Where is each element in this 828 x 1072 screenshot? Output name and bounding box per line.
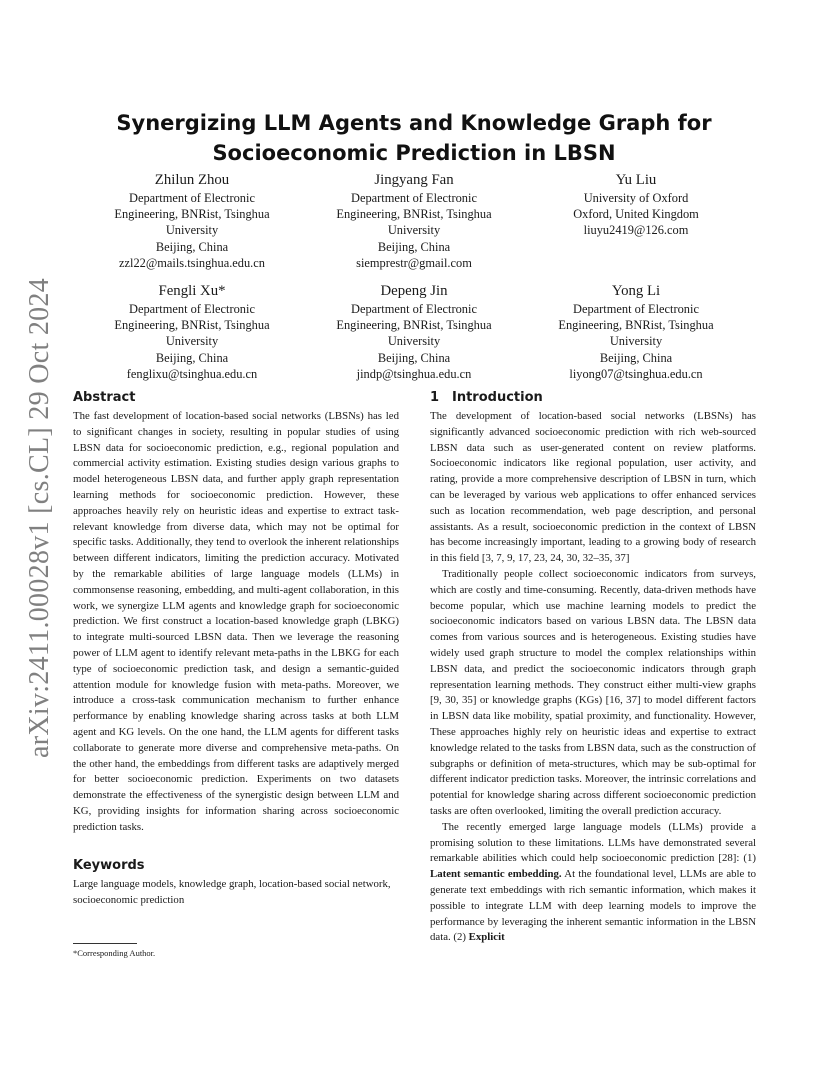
- intro-p3-text: At the foundational level, LLMs are able to generate text embeddings with rich semantic information, which makes it possible to integrate LLM with deep learning models to improve the performance by leveraging the inherent semantic information in the LBSN data. (2): [430, 868, 756, 944]
- author-location: Beijing, China: [155, 239, 229, 254]
- author-email: zzl22@mails.tsinghua.edu.cn: [119, 255, 265, 270]
- keywords-text: Large language models, knowledge graph, location-based social network, socioeconomic prediction: [73, 878, 391, 906]
- author-affiliation: Engineering, BNRist, Tsinghua: [114, 207, 270, 222]
- author-affiliation: University: [165, 334, 219, 349]
- author-location: Beijing, China: [377, 350, 451, 365]
- author-affiliation: Department of Electronic: [573, 302, 699, 316]
- author-block-6: [524, 282, 748, 382]
- author-block-5: [302, 282, 526, 382]
- introduction-section: [430, 389, 756, 946]
- author-affiliation: Engineering, BNRist, Tsinghua: [336, 207, 492, 222]
- abstract-text: The fast development of location-based social networks (LBSNs) has led to significant changes in society, resulting in popular studies of using LBSN data for socioeconomic prediction, e.g., regional population and commercial activity estimation. Existing studies design various graphs to model heterogeneous LBSN data, and further apply graph representation learning methods for socioeconomic prediction. However, these approaches heavily rely on heuristic ideas and expertise to extract task-relevant knowledge from diverse data, which may not be optimal for specific tasks. Additionally, they tend to overlook the inherent relationships between different indicators, limiting the prediction accuracy. Motivated by the remarkable abilities of large language models (LLMs) in commonsense reasoning, embedding, and multi-agent collaboration, in this work, we synergize LLM agents and knowledge graph for socioeconomic prediction. We first construct a location-based knowledge graph (LBKG) to integrate multi-sourced LBSN data. Then we leverage the reasoning power of LLM agent to identify relevant meta-paths in the LBKG for each type of socioeconomic prediction task, and design a semantic-guided attention module for knowledge fusion with meta-paths. Moreover, we introduce a cross-task communication mechanism to further enhance performance by enabling knowledge sharing across tasks at both LLM agent and KG levels. On the one hand, the LLM agents for different tasks collaborate to generate more diverse and comprehensive meta-paths. On the other hand, the embeddings from different tasks are adaptively merged for better socioeconomic prediction. Experiments on two datasets demonstrate the effectiveness of the synergistic design between LLM and KG, providing insights for information sharing across socioeconomic prediction tasks.: [73, 410, 399, 833]
- author-location: Oxford, United Kingdom: [573, 207, 699, 222]
- abstract-heading: Abstract: [73, 390, 136, 405]
- intro-p3-text: The recently emerged large language models (LLMs) provide a promising solution to these limitations. LLMs have demonstrated several remarkable abilities which could help socioeconomic prediction [28]: (1): [430, 820, 756, 865]
- arxiv-watermark: [14, 258, 66, 778]
- author-affiliation: Engineering, BNRist, Tsinghua: [558, 318, 714, 333]
- abstract-section: [73, 389, 399, 836]
- author-email: fenglixu@tsinghua.edu.cn: [126, 366, 258, 381]
- author-block-4: [80, 282, 304, 382]
- author-affiliation: Department of Electronic: [129, 302, 255, 316]
- author-affiliation: Department of Electronic: [351, 302, 477, 316]
- author-location: Beijing, China: [155, 350, 229, 365]
- author-name: Yu Liu: [615, 172, 657, 188]
- author-location: Beijing, China: [377, 239, 451, 254]
- author-affiliation: University: [387, 223, 441, 238]
- author-email: liyong07@tsinghua.edu.cn: [569, 366, 703, 381]
- intro-paragraph-2: Traditionally people collect socioeconomic indicators from surveys, which are costly and time-consuming. Recently, data-driven methods have become popular, which use machine learning models to predict the socioeconomic indicators based on various LBSN data. The LBSN data comes from various sources and is heterogeneous. Existing studies have widely used graph structure to model the complex relationships within LBSN data, and predict the socioeconomic indicators through graph representation learning methods. They construct either multi-view graphs [9, 30, 35] or knowledge graphs (KGs) [16, 37] to model different factors in LBSN data like mobility, spatial proximity, and functionality. However, These approaches highly rely on heuristic ideas and expertise to extract knowledge related to the tasks from LBSN data, such as the construction of subgraphs or definition of meta-structures, which may be sub-optimal for different indicator prediction tasks. Moreover, the intrinsic correlations and potential for knowledge sharing across different socioeconomic prediction tasks are often overlooked, limiting the overall prediction accuracy.: [430, 567, 756, 817]
- author-email: siemprestr@gmail.com: [356, 255, 472, 270]
- keywords-section: [73, 857, 399, 909]
- author-name: Zhilun Zhou: [154, 172, 230, 188]
- keywords-heading: Keywords: [73, 858, 145, 873]
- author-name: Depeng Jin: [380, 283, 448, 299]
- author-affiliation: University: [387, 334, 441, 349]
- intro-paragraph-3: [430, 820, 756, 946]
- author-block-1: [80, 171, 304, 271]
- title-line-2: Socioeconomic Prediction in LBSN: [212, 141, 616, 165]
- author-name: Fengli Xu*: [158, 283, 226, 299]
- title-line-1: Synergizing LLM Agents and Knowledge Graph for: [116, 111, 712, 135]
- author-email: jindp@tsinghua.edu.cn: [356, 366, 472, 381]
- author-name: Yong Li: [611, 283, 661, 299]
- intro-p3-emphasis: Latent semantic embedding.: [430, 868, 562, 881]
- footnote-divider: [73, 943, 137, 944]
- introduction-heading: [430, 389, 756, 407]
- footnote: *Corresponding Author.: [73, 948, 156, 958]
- author-affiliation: University of Oxford: [583, 191, 689, 205]
- author-name: Jingyang Fan: [374, 172, 454, 188]
- author-email: liuyu2419@126.com: [583, 223, 689, 238]
- arxiv-id: arXiv:2411.00028v1 [cs.CL] 29 Oct 2024: [24, 277, 56, 759]
- author-location: Beijing, China: [599, 350, 673, 365]
- author-affiliation: Department of Electronic: [129, 191, 255, 205]
- author-block-2: [302, 171, 526, 271]
- author-affiliation: Engineering, BNRist, Tsinghua: [114, 318, 270, 333]
- section-title: Introduction: [452, 390, 543, 405]
- intro-p3-emphasis: Explicit: [468, 931, 505, 944]
- author-block-3: [524, 171, 748, 239]
- paper-title: [100, 108, 728, 168]
- author-affiliation: Department of Electronic: [351, 191, 477, 205]
- author-affiliation: University: [165, 223, 219, 238]
- intro-paragraph-1: The development of location-based social networks (LBSNs) has significantly advanced socioeconomic prediction with rich web-sourced LBSN data such as user-generated content on review platforms. Socioeconomic indicators like regional population, user activity, and rating, provide a more comprehensive description of LBSN in turn, which can be leveraged by various web applications to offer enhanced services such as location recommendation, web page description, and personal assistants. As a result, socioeconomic prediction in the context of LBSN has become increasingly important, leading to a growing body of research in this field [3, 7, 9, 17, 23, 24, 30, 32–35, 37]: [430, 410, 756, 565]
- author-affiliation: University: [609, 334, 663, 349]
- author-affiliation: Engineering, BNRist, Tsinghua: [336, 318, 492, 333]
- section-number: 1: [430, 390, 440, 405]
